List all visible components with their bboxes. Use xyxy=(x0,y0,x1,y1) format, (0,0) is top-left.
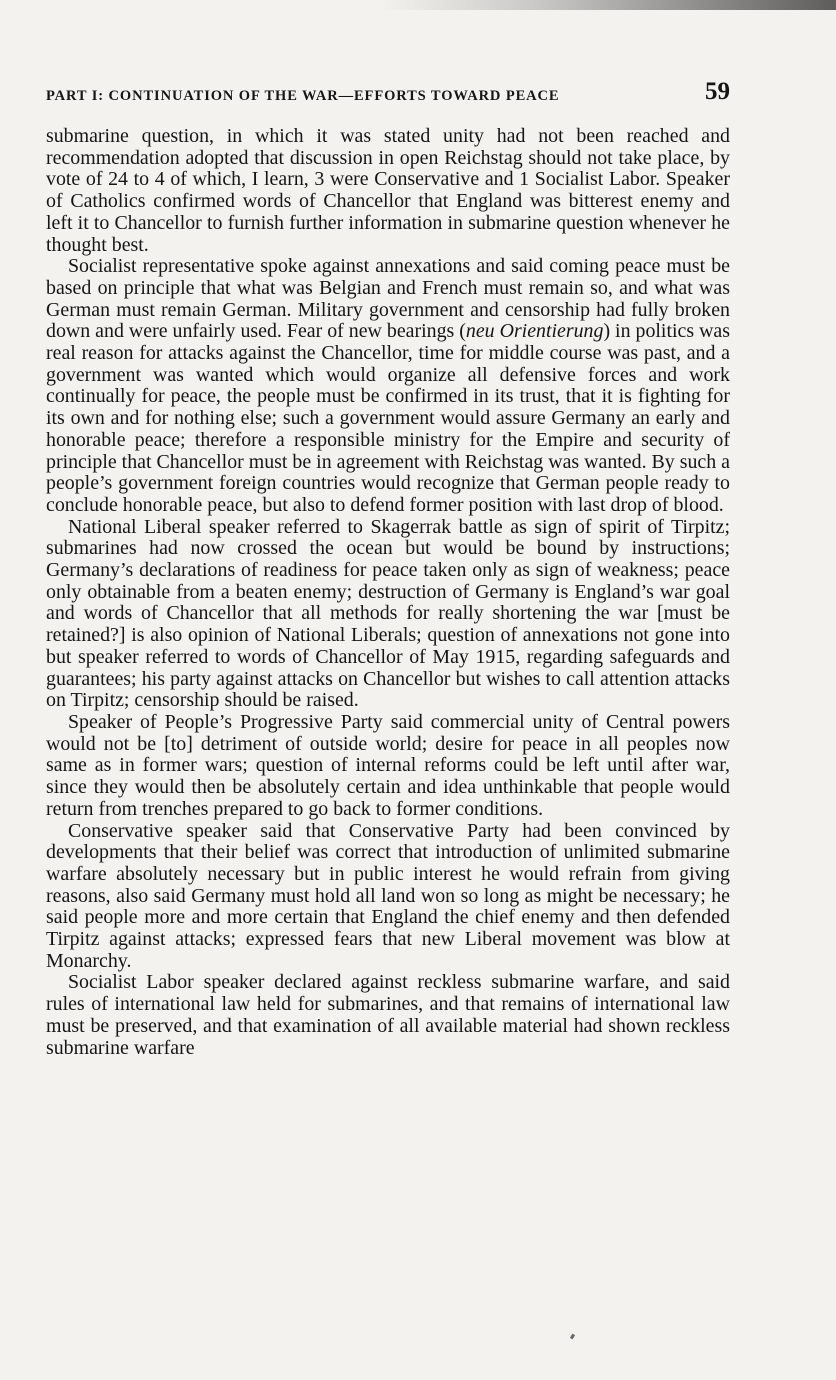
body-text xyxy=(46,126,730,1059)
running-title: PART I: CONTINUATION OF THE WAR—EFFORTS TOWARD PEACE xyxy=(46,88,560,104)
paragraph-1: submarine question, in which it was stated unity had not been reached and recommendation adopted that discussion in open Reichstag should not take place, by vote of 24 to 4 of which, I learn, 3 were Conservative and 1 Socialist Labor. Speaker of Catholics confirmed words of Chancellor that England was bitterest enemy and left it to Chancellor to furnish further information in submarine question whenever he thought best. xyxy=(46,125,730,256)
paragraph-2 xyxy=(46,256,730,516)
paragraph-4: Speaker of People’s Progressive Party said commercial unity of Central powers would not be [to] detriment of outside world; desire for peace in all peoples now same as in former wars; question of internal reforms could be left until after war, since they would then be absolutely certain and idea unthinkable that people would return from trenches prepared to go back to former conditions. xyxy=(46,710,730,820)
paragraph-5: Conservative speaker said that Conservative Party had been convinced by developments that their belief was correct that introduction of unlimited submarine warfare absolutely necessary but in public interest he would refrain from giving reasons, also said Germany must hold all land won so long as might be necessary; he said people more and more certain that England the chief enemy and then defended Tirpitz against attacks; expressed fears that new Liberal movement was blow at Monarchy. xyxy=(46,819,730,972)
italic-phrase: neu Orientierung xyxy=(465,320,604,343)
document-page xyxy=(46,0,730,1380)
paragraph-2-text: Socialist representative spoke against annexations and said coming peace must be based on principle that what was Belgian and French must remain so, and what was German must remain German. Military government and censorship had fully broken down and were unfairly used. Fear of new bearings (neu Orientierung) in politics was real reason for attacks against the Chancellor, time for middle course was past, and a government was wanted which would organize all defensive forces and work continually for peace, the people must be confirmed in its trust, that it is fighting for its own and for nothing else; such a government would assure Germany an early and honorable peace; therefore a responsible ministry for the Empire and security of principle that Chancellor must be in agreement with Reichstag was wanted. By such a people’s government foreign countries would recognize that German people ready to conclude honorable peace, but also to defend former position with last drop of blood. xyxy=(46,255,730,516)
paragraph-3: National Liberal speaker referred to Skagerrak battle as sign of spirit of Tirpitz; submarines had now crossed the ocean but would be bound by instructions; Germany’s declarations of readiness for peace taken only as sign of weakness; peace only obtainable from a beaten enemy; destruction of Germany is England’s war goal and words of Chancellor that all methods for really shortening the war [must be retained?] is also opinion of National Liberals; question of annexations not gone into but speaker referred to words of Chancellor of May 1915, regarding safeguards and guarantees; his party against attacks on Chancellor but wishes to call attention attacks on Tirpitz; censorship should be raised. xyxy=(46,515,730,712)
paragraph-6: Socialist Labor speaker declared against reckless submarine warfare, and said rules of international law held for submarines, and that remains of international law must be preserved, and that examination of all available material had shown reckless submarine warfare xyxy=(46,971,730,1059)
running-header xyxy=(46,78,730,112)
page-number: 59 xyxy=(705,78,730,105)
